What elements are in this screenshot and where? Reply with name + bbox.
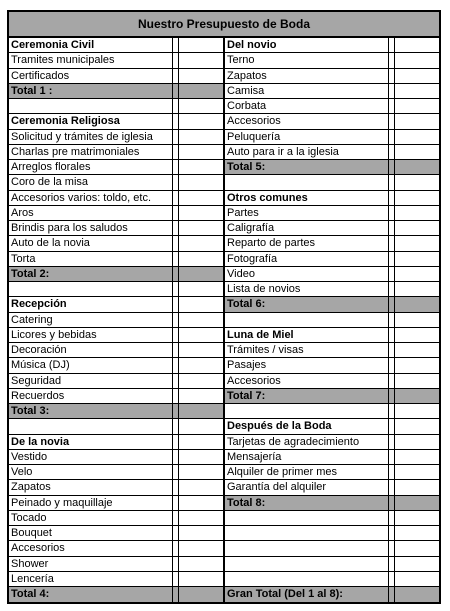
item-label-velo: Velo	[9, 465, 173, 479]
budget-item-row	[225, 221, 439, 236]
blank-row	[225, 526, 439, 541]
amount-cell-extra[interactable]	[395, 297, 439, 311]
amount-cell-extra[interactable]	[395, 511, 439, 525]
item-label-accesorios: Accesorios	[225, 374, 389, 388]
budget-item-row	[9, 175, 223, 190]
amount-cell-extra[interactable]	[395, 480, 439, 494]
item-label-aros: Aros	[9, 206, 173, 220]
amount-cell-extra[interactable]	[395, 435, 439, 449]
item-label-garantia-del-alquiler: Garantía del alquiler	[225, 480, 389, 494]
budget-item-row	[9, 328, 223, 343]
budget-item-row	[225, 435, 439, 450]
item-label-reparto-de-partes: Reparto de partes	[225, 236, 389, 250]
budget-item-row	[9, 526, 223, 541]
item-label-camisa: Camisa	[225, 84, 389, 98]
amount-cell-extra[interactable]	[179, 206, 223, 220]
amount-cell-extra[interactable]	[395, 191, 439, 205]
item-label-decoracion: Decoración	[9, 343, 173, 357]
total-label-total-4: Total 4:	[9, 587, 173, 602]
item-label-charlas-pre-matrimoniales: Charlas pre matrimoniales	[9, 145, 173, 159]
budget-item-row	[9, 69, 223, 84]
budget-item-row	[225, 267, 439, 282]
amount-cell-extra[interactable]	[395, 38, 439, 52]
budget-item-row	[225, 130, 439, 145]
section-header-row	[9, 114, 223, 129]
budget-item-row	[225, 53, 439, 68]
item-label-accesorios-varios-toldo-etc: Accesorios varios: toldo, etc.	[9, 191, 173, 205]
item-label-coro-de-la-misa: Coro de la misa	[9, 175, 173, 189]
budget-item-row	[9, 557, 223, 572]
budget-item-row	[225, 282, 439, 297]
sheet-title: Nuestro Presupuesto de Boda	[9, 12, 439, 38]
item-label-solicitud-y-tramites-de-iglesia: Solicitud y trámites de iglesia	[9, 130, 173, 144]
item-label-blank	[225, 404, 389, 418]
amount-cell-extra[interactable]	[395, 496, 439, 510]
amount-cell-extra[interactable]	[179, 236, 223, 250]
item-label-blank	[225, 313, 389, 327]
item-label-torta: Torta	[9, 252, 173, 266]
amount-cell-extra[interactable]	[395, 404, 439, 418]
budget-item-row	[225, 114, 439, 129]
section-title-de-la-novia: De la novia	[9, 435, 173, 449]
item-label-auto-de-la-novia: Auto de la novia	[9, 236, 173, 250]
amount-cell-extra[interactable]	[395, 206, 439, 220]
item-label-fotografia: Fotografía	[225, 252, 389, 266]
amount-cell-extra[interactable]	[395, 389, 439, 403]
amount-cell-extra[interactable]	[179, 404, 223, 418]
item-label-blank	[225, 526, 389, 540]
amount-cell-extra[interactable]	[179, 465, 223, 479]
amount-cell-extra[interactable]	[179, 160, 223, 174]
item-label-video: Video	[225, 267, 389, 281]
amount-cell-extra[interactable]	[179, 572, 223, 586]
amount-cell-extra[interactable]	[395, 267, 439, 281]
budget-item-row	[9, 206, 223, 221]
amount-cell-extra[interactable]	[395, 343, 439, 357]
amount-cell-extra[interactable]	[179, 130, 223, 144]
item-label-mensajeria: Mensajería	[225, 450, 389, 464]
blank-row	[225, 541, 439, 556]
amount-cell-extra[interactable]	[395, 130, 439, 144]
item-label-pasajes: Pasajes	[225, 358, 389, 372]
section-title-recepcion: Recepción	[9, 297, 173, 311]
item-label-accesorios: Accesorios	[9, 541, 173, 555]
amount-cell-extra[interactable]	[395, 465, 439, 479]
item-label-tarjetas-de-agradecimiento: Tarjetas de agradecimiento	[225, 435, 389, 449]
amount-cell-extra[interactable]	[395, 69, 439, 83]
item-label-partes: Partes	[225, 206, 389, 220]
item-label-alquiler-de-primer-mes: Alquiler de primer mes	[225, 465, 389, 479]
amount-cell-extra[interactable]	[179, 175, 223, 189]
budget-item-row	[9, 572, 223, 587]
item-label-lenceria: Lencería	[9, 572, 173, 586]
budget-item-row	[9, 450, 223, 465]
budget-item-row	[9, 465, 223, 480]
item-label-terno: Terno	[225, 53, 389, 67]
amount-cell-extra[interactable]	[395, 358, 439, 372]
total-label-total-3: Total 3:	[9, 404, 173, 418]
amount-cell-extra[interactable]	[395, 160, 439, 174]
amount-cell-extra[interactable]	[179, 282, 223, 296]
budget-item-row	[9, 480, 223, 495]
blank-row	[225, 404, 439, 419]
amount-cell-extra[interactable]	[179, 84, 223, 98]
section-title-luna-de-miel: Luna de Miel	[225, 328, 389, 342]
blank-row	[225, 511, 439, 526]
budget-item-row	[225, 374, 439, 389]
section-title-del-novio: Del novio	[225, 38, 389, 52]
total-row	[225, 389, 439, 404]
amount-cell-extra[interactable]	[395, 175, 439, 189]
amount-cell-extra[interactable]	[179, 191, 223, 205]
item-label-catering: Catering	[9, 313, 173, 327]
total-label-total-8: Total 8:	[225, 496, 389, 510]
section-header-row	[225, 419, 439, 434]
item-label-licores-y-bebidas: Licores y bebidas	[9, 328, 173, 342]
amount-cell-extra[interactable]	[395, 84, 439, 98]
budget-item-row	[9, 160, 223, 175]
amount-cell-extra[interactable]	[179, 435, 223, 449]
budget-item-row	[225, 465, 439, 480]
budget-item-row	[225, 236, 439, 251]
amount-cell-extra[interactable]	[395, 526, 439, 540]
section-title-despues-de-la-boda: Después de la Boda	[225, 419, 389, 433]
amount-cell-extra[interactable]	[179, 252, 223, 266]
amount-cell-extra[interactable]	[395, 99, 439, 113]
item-label-blank	[225, 175, 389, 189]
budget-item-row	[225, 252, 439, 267]
amount-cell-extra[interactable]	[395, 221, 439, 235]
blank-row	[225, 175, 439, 190]
blank-row	[225, 557, 439, 572]
budget-item-row	[9, 389, 223, 404]
amount-cell-extra[interactable]	[395, 450, 439, 464]
total-row	[225, 496, 439, 511]
section-header-row	[225, 38, 439, 53]
section-header-row	[9, 297, 223, 312]
item-label-shower: Shower	[9, 557, 173, 571]
amount-cell-extra[interactable]	[179, 450, 223, 464]
amount-cell-extra[interactable]	[179, 53, 223, 67]
budget-item-row	[9, 130, 223, 145]
amount-cell-extra[interactable]	[179, 267, 223, 281]
total-row	[225, 297, 439, 312]
item-label-certificados: Certificados	[9, 69, 173, 83]
amount-cell-extra[interactable]	[179, 511, 223, 525]
section-title-ceremonia-civil: Ceremonia Civil	[9, 38, 173, 52]
item-label-blank	[225, 511, 389, 525]
amount-cell-extra[interactable]	[395, 53, 439, 67]
budget-item-row	[9, 53, 223, 68]
amount-cell-extra[interactable]	[179, 480, 223, 494]
amount-cell-extra[interactable]	[395, 374, 439, 388]
amount-cell-extra[interactable]	[179, 69, 223, 83]
budget-item-row	[9, 511, 223, 526]
item-label-zapatos: Zapatos	[9, 480, 173, 494]
amount-cell-extra[interactable]	[179, 587, 223, 602]
item-label-peinado-y-maquillaje: Peinado y maquillaje	[9, 496, 173, 510]
item-label-accesorios: Accesorios	[225, 114, 389, 128]
amount-cell-extra[interactable]	[179, 496, 223, 510]
amount-cell-extra[interactable]	[179, 526, 223, 540]
amount-cell-extra[interactable]	[395, 236, 439, 250]
amount-cell-extra[interactable]	[395, 114, 439, 128]
budget-columns	[9, 38, 439, 602]
item-label-blank	[9, 282, 173, 296]
blank-row	[225, 572, 439, 587]
item-label-tocado: Tocado	[9, 511, 173, 525]
budget-item-row	[9, 343, 223, 358]
budget-item-row	[225, 206, 439, 221]
amount-cell-extra[interactable]	[395, 145, 439, 159]
total-row	[225, 587, 439, 602]
section-title-otros-comunes: Otros comunes	[225, 191, 389, 205]
section-header-row	[9, 38, 223, 53]
budget-item-row	[225, 84, 439, 99]
amount-cell-extra[interactable]	[395, 328, 439, 342]
amount-cell-extra[interactable]	[179, 313, 223, 327]
item-label-tramites-visas: Trámites / visas	[225, 343, 389, 357]
amount-cell-extra[interactable]	[395, 419, 439, 433]
item-label-musica-dj: Música (DJ)	[9, 358, 173, 372]
budget-item-row	[225, 145, 439, 160]
item-label-tramites-municipales: Tramites municipales	[9, 53, 173, 67]
budget-item-row	[9, 358, 223, 373]
amount-cell-extra[interactable]	[179, 221, 223, 235]
total-row	[225, 160, 439, 175]
total-row	[9, 404, 223, 419]
section-header-row	[225, 191, 439, 206]
total-label-total-1: Total 1 :	[9, 84, 173, 98]
amount-cell-extra[interactable]	[179, 389, 223, 403]
section-header-row	[225, 328, 439, 343]
amount-cell-extra[interactable]	[179, 145, 223, 159]
budget-item-row	[9, 191, 223, 206]
budget-item-row	[9, 252, 223, 267]
budget-item-row	[9, 313, 223, 328]
budget-item-row	[225, 69, 439, 84]
total-row	[9, 84, 223, 99]
item-label-zapatos: Zapatos	[225, 69, 389, 83]
amount-cell-extra[interactable]	[395, 587, 439, 602]
item-label-vestido: Vestido	[9, 450, 173, 464]
total-label-total-7: Total 7:	[225, 389, 389, 403]
item-label-auto-para-ir-a-la-iglesia: Auto para ir a la iglesia	[225, 145, 389, 159]
blank-row	[225, 313, 439, 328]
amount-cell-extra[interactable]	[179, 114, 223, 128]
item-label-brindis-para-los-saludos: Brindis para los saludos	[9, 221, 173, 235]
item-label-seguridad: Seguridad	[9, 374, 173, 388]
total-row	[9, 587, 223, 602]
amount-cell-extra[interactable]	[395, 252, 439, 266]
total-label-total-6: Total 6:	[225, 297, 389, 311]
amount-cell-extra[interactable]	[179, 374, 223, 388]
item-label-blank	[9, 419, 173, 433]
left-budget-column	[9, 38, 223, 602]
item-label-arreglos-florales: Arreglos florales	[9, 160, 173, 174]
budget-item-row	[225, 343, 439, 358]
total-label-total-2: Total 2:	[9, 267, 173, 281]
budget-item-row	[9, 145, 223, 160]
item-label-blank	[225, 557, 389, 571]
item-label-bouquet: Bouquet	[9, 526, 173, 540]
item-label-blank	[9, 99, 173, 113]
budget-item-row	[9, 541, 223, 556]
amount-cell-extra[interactable]	[179, 358, 223, 372]
item-label-corbata: Corbata	[225, 99, 389, 113]
budget-item-row	[9, 236, 223, 251]
budget-item-row	[225, 480, 439, 495]
amount-cell-extra[interactable]	[395, 541, 439, 555]
total-label-total-5: Total 5:	[225, 160, 389, 174]
item-label-caligrafia: Caligrafía	[225, 221, 389, 235]
budget-item-row	[9, 374, 223, 389]
section-title-ceremonia-religiosa: Ceremonia Religiosa	[9, 114, 173, 128]
amount-cell-extra[interactable]	[395, 313, 439, 327]
blank-row	[9, 419, 223, 434]
amount-cell-extra[interactable]	[179, 557, 223, 571]
blank-row	[9, 282, 223, 297]
item-label-blank	[225, 541, 389, 555]
budget-item-row	[225, 358, 439, 373]
total-label-gran-total-del-1-al-8: Gran Total (Del 1 al 8):	[225, 587, 389, 602]
amount-cell-extra[interactable]	[179, 99, 223, 113]
amount-cell-extra[interactable]	[179, 343, 223, 357]
amount-cell-extra[interactable]	[179, 328, 223, 342]
item-label-recuerdos: Recuerdos	[9, 389, 173, 403]
amount-cell-extra[interactable]	[395, 557, 439, 571]
item-label-blank	[225, 572, 389, 586]
budget-sheet	[7, 10, 441, 604]
budget-item-row	[9, 221, 223, 236]
amount-cell-extra[interactable]	[395, 282, 439, 296]
amount-cell-extra[interactable]	[179, 419, 223, 433]
amount-cell-extra[interactable]	[179, 38, 223, 52]
budget-item-row	[225, 99, 439, 114]
right-budget-column	[223, 38, 439, 602]
total-row	[9, 267, 223, 282]
amount-cell-extra[interactable]	[179, 541, 223, 555]
blank-row	[9, 99, 223, 114]
budget-item-row	[9, 496, 223, 511]
amount-cell-extra[interactable]	[395, 572, 439, 586]
budget-item-row	[225, 450, 439, 465]
section-header-row	[9, 435, 223, 450]
item-label-peluqueria: Peluquería	[225, 130, 389, 144]
amount-cell-extra[interactable]	[179, 297, 223, 311]
item-label-lista-de-novios: Lista de novios	[225, 282, 389, 296]
